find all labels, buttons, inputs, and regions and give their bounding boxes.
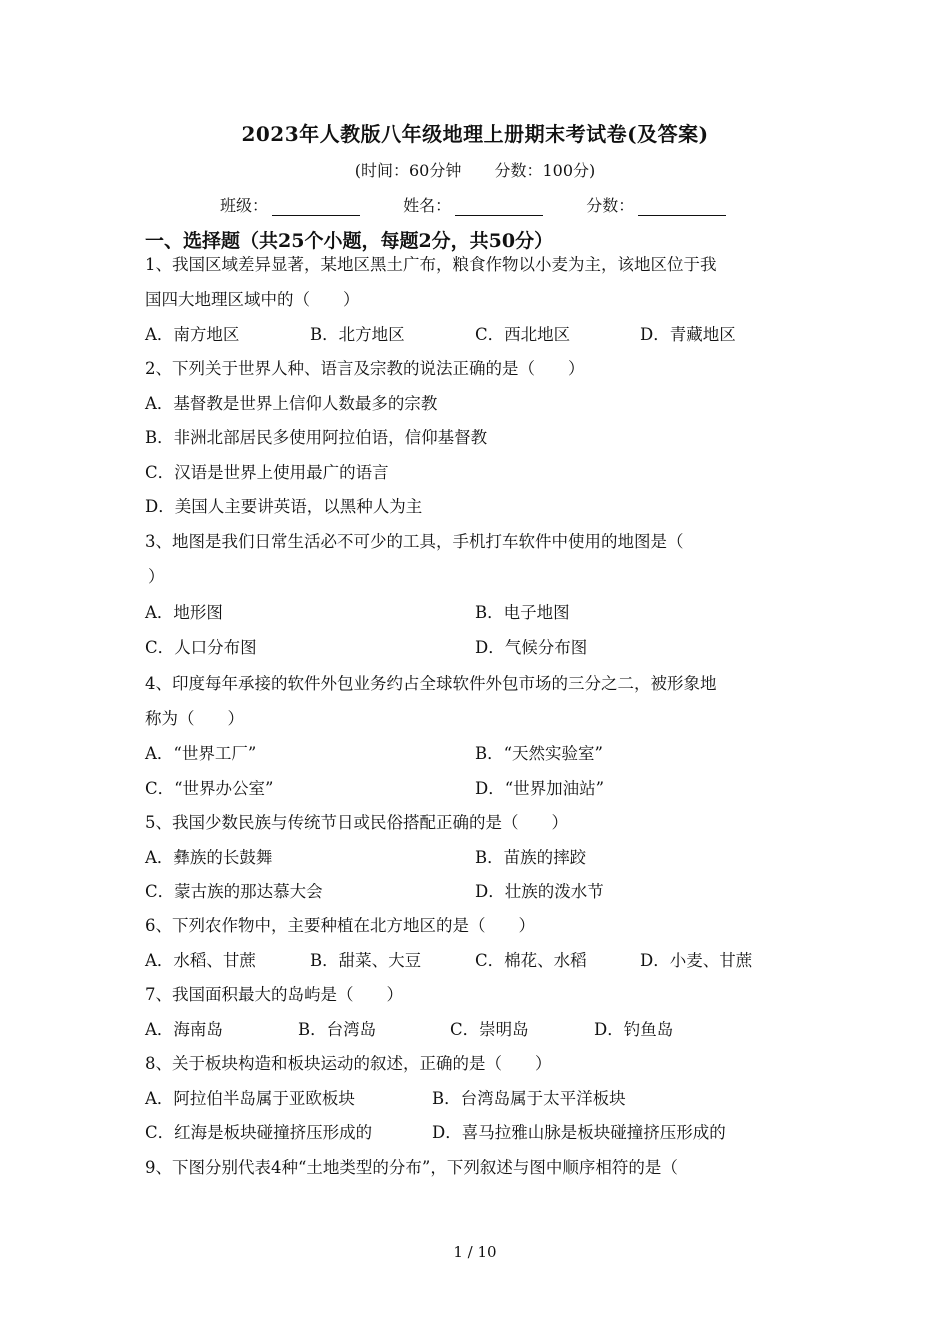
name-blank [455,197,543,216]
score-blank [638,197,726,216]
question-6-line-1: 6、下列农作物中，主要种植在北方地区的是（ ） [145,916,535,935]
q1-option-c: C．西北地区 [475,325,571,344]
q2-option-b: B．非洲北部居民多使用阿拉伯语，信仰基督教 [145,428,488,447]
time-info: (时间：60分钟 [354,161,462,180]
q4-option-a: A．“世界工厂” [145,744,257,763]
q8-option-b: B．台湾岛属于太平洋板块 [432,1089,626,1108]
class-blank [272,197,360,216]
q2-option-a: A．基督教是世界上信仰人数最多的宗教 [145,394,438,413]
q7-option-c: C．崇明岛 [450,1020,529,1039]
score-info: 分数：100分) [494,161,596,180]
section-title: 一、选择题（共25个小题，每题2分，共50分） [145,230,554,252]
question-3-line-1: 3、地图是我们日常生活必不可少的工具，手机打车软件中使用的地图是（ [145,532,684,551]
q8-option-c: C．红海是板块碰撞挤压形成的 [145,1123,373,1142]
q6-option-a: A．水稻、甘蔗 [145,951,256,970]
q8-option-a: A．阿拉伯半岛属于亚欧板块 [145,1089,355,1108]
q3-option-c: C．人口分布图 [145,638,257,657]
q1-option-a: A．南方地区 [145,325,240,344]
q6-option-d: D．小麦、甘蔗 [640,951,753,970]
q8-option-d: D．喜马拉雅山脉是板块碰撞挤压形成的 [432,1123,726,1142]
question-8-line-1: 8、关于板块构造和板块运动的叙述，正确的是（ ） [145,1054,552,1073]
q2-option-d: D．美国人主要讲英语，以黑种人为主 [145,497,423,516]
question-2-line-1: 2、下列关于世界人种、语言及宗教的说法正确的是（ ） [145,359,585,378]
q4-option-d: D．“世界加油站” [475,779,605,798]
question-3-line-2: ） [148,567,165,586]
question-4-line-2: 称为（ ） [145,709,244,728]
question-1-line-1: 1、我国区域差异显著，某地区黑土广布，粮食作物以小麦为主，该地区位于我 [145,255,717,274]
q7-option-a: A．海南岛 [145,1020,223,1039]
q4-option-c: C．“世界办公室” [145,779,274,798]
question-4-line-1: 4、印度每年承接的软件外包业务约占全球软件外包市场的三分之二，被形象地 [145,674,717,693]
page-title: 2023年人教版八年级地理上册期末考试卷(及答案) [241,122,709,146]
q1-option-d: D．青藏地区 [640,325,736,344]
question-7-line-1: 7、我国面积最大的岛屿是（ ） [145,985,403,1004]
class-field [220,193,360,216]
question-9-line-1: 9、下图分别代表4种“土地类型的分布”，下列叙述与图中顺序相符的是（ [145,1158,678,1177]
q1-option-b: B．北方地区 [310,325,405,344]
q3-option-a: A．地形图 [145,603,223,622]
q5-option-a: A．彝族的长鼓舞 [145,848,273,867]
name-field [403,193,543,216]
student-info-row [220,193,764,216]
q3-option-b: B．电子地图 [475,603,570,622]
q7-option-d: D．钓鱼岛 [594,1020,674,1039]
q5-option-c: C．蒙古族的那达慕大会 [145,882,323,901]
question-1-line-2: 国四大地理区域中的（ ） [145,290,360,309]
q6-option-b: B．甜菜、大豆 [310,951,422,970]
score-field [586,193,726,216]
exam-subtitle [0,158,950,181]
q6-option-c: C．棉花、水稻 [475,951,587,970]
class-label: 班级： [220,196,269,215]
q5-option-d: D．壮族的泼水节 [475,882,604,901]
q3-option-d: D．气候分布图 [475,638,588,657]
page-number: 1 / 10 [453,1243,497,1261]
q4-option-b: B．“天然实验室” [475,744,603,763]
q2-option-c: C．汉语是世界上使用最广的语言 [145,463,389,482]
name-label: 姓名： [403,196,452,215]
score-label: 分数： [586,196,635,215]
q7-option-b: B．台湾岛 [298,1020,377,1039]
q5-option-b: B．苗族的摔跤 [475,848,587,867]
question-5-line-1: 5、我国少数民族与传统节日或民俗搭配正确的是（ ） [145,813,568,832]
